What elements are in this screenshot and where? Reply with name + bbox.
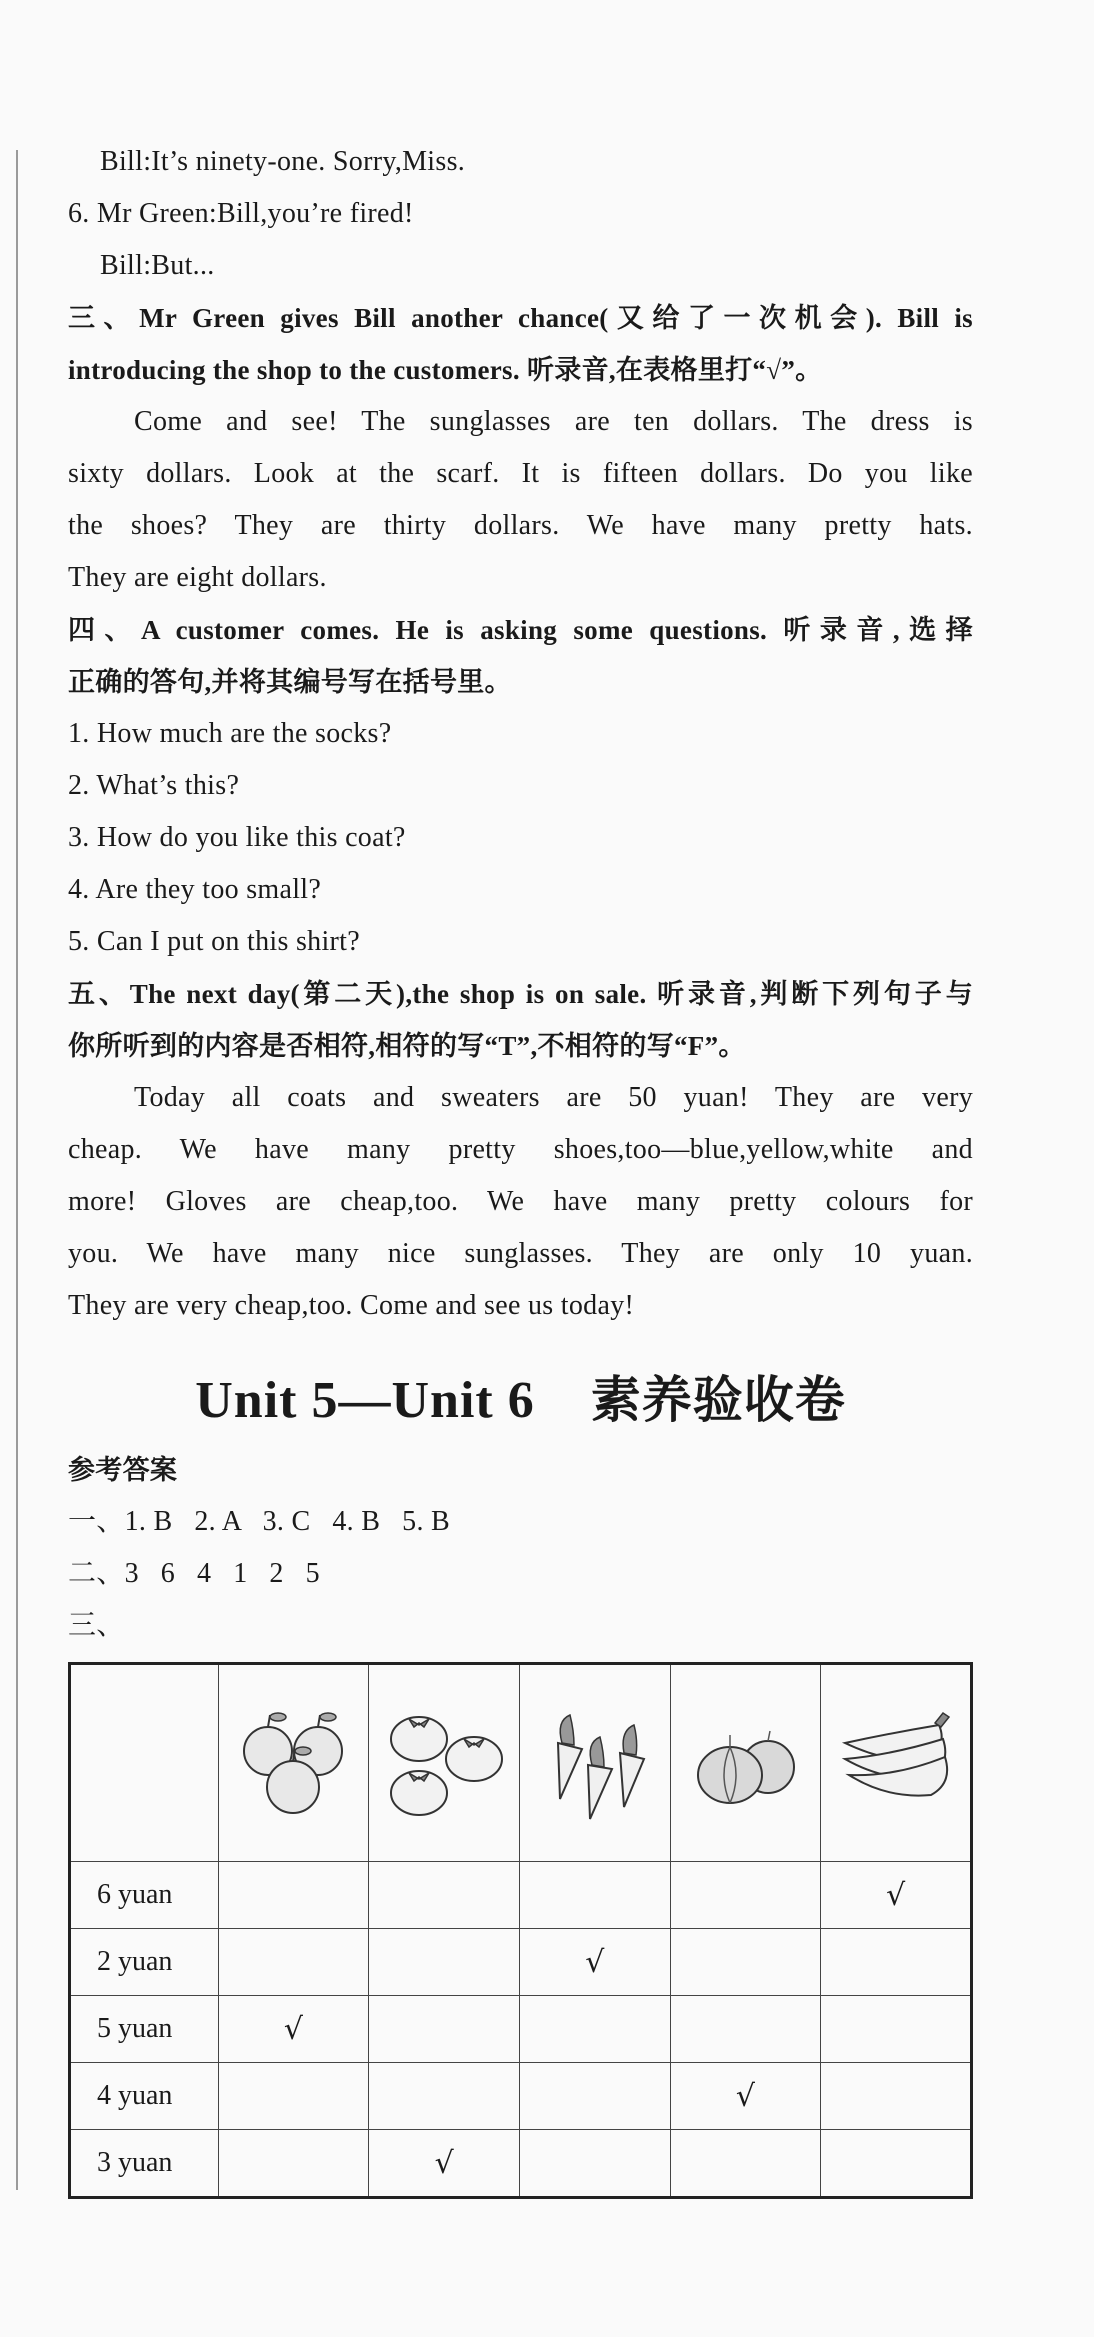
page-margin-line [16,150,18,2190]
table-cell [821,1996,972,2063]
section4-heading-line-1: 四、A customer comes. He is asking some questions. 听录音,选择 [68,615,973,645]
dialogue-line-2: 6. Mr Green:Bill,you’re fired! [68,198,414,229]
check-mark: √ [585,1944,605,1980]
table-cell [369,2130,520,2198]
table-cell [821,2063,972,2130]
table-cell [218,1996,369,2063]
section4-heading-line-2: 正确的答句,并将其编号写在括号里。 [68,667,512,697]
row-label: 2 yuan [70,1929,219,1996]
table-row [70,2130,972,2198]
table-row [70,1862,972,1929]
section5-heading-line-2: 你所听到的内容是否相符,相符的写“T”,不相符的写“F”。 [68,1031,746,1061]
table-cell [670,1996,821,2063]
check-mark: √ [886,1877,906,1913]
table-cell [218,2130,369,2198]
section3-para-line: They are eight dollars. [68,562,327,593]
row-label: 5 yuan [70,1996,219,2063]
answers-part-3-label: 三、 [68,1610,125,1641]
row-label: 3 yuan [70,2130,219,2198]
table-row [70,1929,972,1996]
table-cell [519,2130,670,2198]
table-cell [369,2063,520,2130]
question-item: 5. Can I put on this shirt? [68,926,360,957]
section5-para-line: cheap. We have many pretty shoes,too—blue,yellow,white and [68,1134,973,1165]
dialogue-line-3: Bill:But... [100,250,215,281]
bananas-icon [831,1703,961,1823]
question-item: 1. How much are the socks? [68,718,392,749]
section5-para-line: They are very cheap,too. Come and see us today! [68,1290,635,1321]
unit-title-en: Unit 5—Unit 6 [195,1372,535,1429]
table-cell [369,1862,520,1929]
table-cell [218,1929,369,1996]
row-label: 6 yuan [70,1862,219,1929]
table-cell [670,1929,821,1996]
header-cell-carrots [519,1664,670,1862]
table-cell [821,1862,972,1929]
table-cell [218,2063,369,2130]
apples-icon [228,1703,358,1823]
table-corner-cell [70,1664,219,1862]
section3-para-line: sixty dollars. Look at the scarf. It is fifteen dollars. Do you like [68,458,973,489]
header-cell-apples [218,1664,369,1862]
table-row [70,1996,972,2063]
table-cell [670,1862,821,1929]
check-mark: √ [434,2145,454,2181]
unit-title-cn: 素养验收卷 [590,1371,846,1429]
section3-para-line: the shoes? They are thirty dollars. We have many pretty hats. [68,510,973,541]
onions-icon [680,1703,810,1823]
section5-para-line: Today all coats and sweaters are 50 yuan! They are very [134,1082,973,1113]
tomatoes-icon [379,1703,509,1823]
header-cell-tomatoes [369,1664,520,1862]
section3-heading-line-2: introducing the shop to the customers. 听录音,在表格里打“√”。 [68,355,823,385]
check-mark: √ [735,2078,756,2114]
section5-para-line: more! Gloves are cheap,too. We have many pretty colours for [68,1186,973,1217]
header-cell-bananas [821,1664,972,1862]
section5-para-line: you. We have many nice sunglasses. They are only 10 yuan. [68,1238,973,1269]
question-item: 3. How do you like this coat? [68,822,406,853]
carrots-icon [530,1703,660,1823]
table-cell [519,2063,670,2130]
answers-part-2: 二、3 6 4 1 2 5 [68,1558,320,1589]
section3-para-line: Come and see! The sunglasses are ten dollars. The dress is [134,406,973,437]
table-cell [821,2130,972,2198]
table-cell [519,1862,670,1929]
question-item: 2. What’s this? [68,770,240,801]
check-mark: √ [283,2011,304,2047]
table-cell [519,1996,670,2063]
table-cell [821,1929,972,1996]
question-item: 4. Are they too small? [68,874,322,905]
table-cell [369,1996,520,2063]
table-cell [670,2063,821,2130]
answers-heading: 参考答案 [68,1455,178,1485]
table-cell [670,2130,821,2198]
answers-part-1: 一、1. B 2. A 3. C 4. B 5. B [68,1506,451,1537]
header-cell-onions [670,1664,821,1862]
table-cell [519,1929,670,1996]
table-cell [218,1862,369,1929]
answer-table [68,1662,973,2199]
table-row [70,2063,972,2130]
section3-heading-line-1: 三、Mr Green gives Bill another chance(又给了一次机会). Bill is [68,303,973,333]
unit-title [68,1360,973,1432]
table-cell [369,1929,520,1996]
table-header-row [70,1664,972,1862]
section5-heading-line-1: 五、The next day(第二天),the shop is on sale. 听录音,判断下列句子与 [68,979,973,1009]
row-label: 4 yuan [70,2063,219,2130]
dialogue-line-1: Bill:It’s ninety-one. Sorry,Miss. [100,146,466,177]
